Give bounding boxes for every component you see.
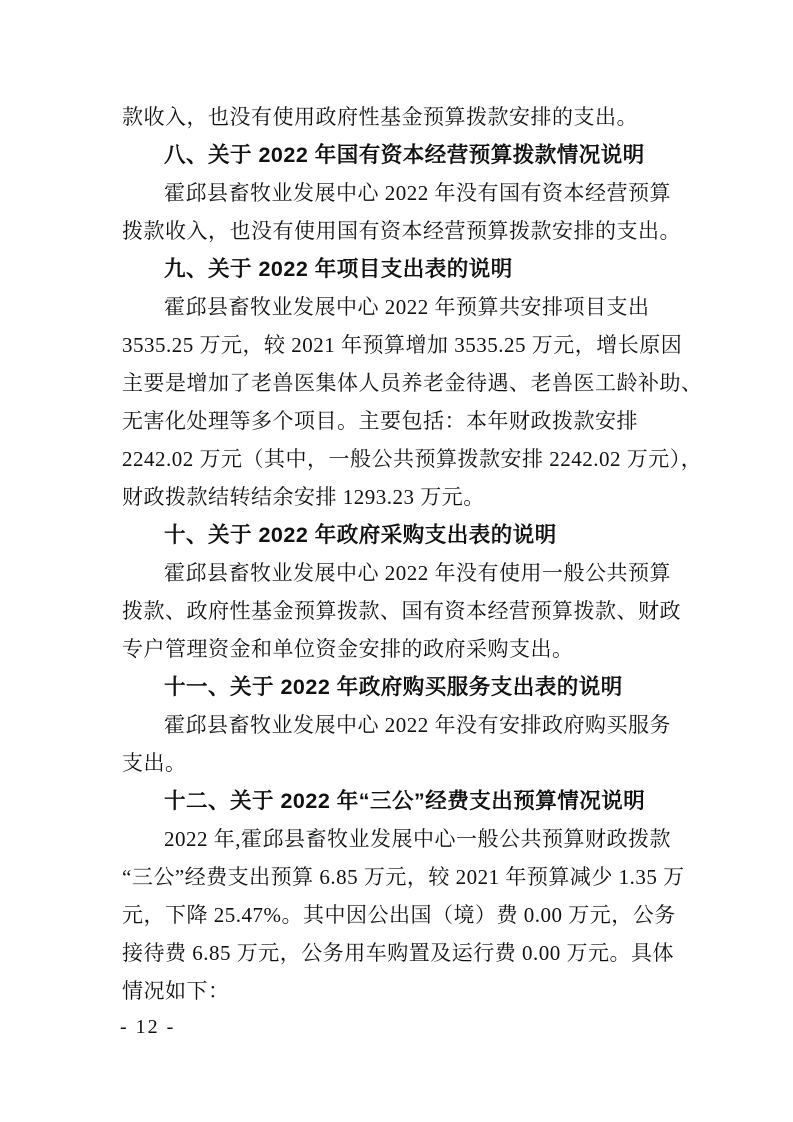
- text-line: 无害化处理等多个项目。主要包括：本年财政拨款安排: [122, 409, 638, 433]
- text-line: “三公”经费支出预算 6.85 万元，较 2021 年预算减少 1.35 万: [122, 865, 685, 889]
- section-heading: [122, 782, 694, 820]
- body-paragraph: [122, 706, 694, 782]
- heading-line: 九、关于 2022 年项目支出表的说明: [164, 257, 513, 281]
- text-line: 款收入，也没有使用政府性基金预算拨款安排的支出。: [122, 105, 638, 129]
- section-heading: [122, 516, 694, 554]
- heading-line: 十二、关于 2022 年“三公”经费支出预算情况说明: [164, 789, 646, 813]
- body-paragraph: [122, 820, 694, 1010]
- body-paragraph: [122, 98, 694, 136]
- document-text-block: [122, 98, 703, 1010]
- text-line: 2242.02 万元（其中，一般公共预算拨款安排 2242.02 万元），: [122, 447, 703, 471]
- body-paragraph: [122, 174, 694, 250]
- text-line: 霍邱县畜牧业发展中心 2022 年没有使用一般公共预算: [164, 561, 671, 585]
- body-paragraph: [122, 288, 703, 516]
- text-line: 霍邱县畜牧业发展中心 2022 年预算共安排项目支出: [164, 295, 650, 319]
- text-line: 财政拨款结转结余安排 1293.23 万元。: [122, 485, 485, 509]
- text-line: 接待费 6.85 万元，公务用车购置及运行费 0.00 万元。具体: [122, 941, 674, 965]
- page-number: - 12 -: [120, 1016, 176, 1038]
- heading-line: 十一、关于 2022 年政府购买服务支出表的说明: [164, 675, 623, 699]
- section-heading: [122, 250, 694, 288]
- text-line: 主要是增加了老兽医集体人员养老金待遇、老兽医工龄补助、: [122, 371, 703, 395]
- text-line: 元，下降 25.47%。其中因公出国（境）费 0.00 万元，公务: [122, 903, 676, 927]
- text-line: 专户管理资金和单位资金安排的政府采购支出。: [122, 637, 574, 661]
- section-heading: [122, 136, 694, 174]
- section-heading: [122, 668, 694, 706]
- heading-line: 八、关于 2022 年国有资本经营预算拨款情况说明: [164, 143, 645, 167]
- heading-line: 十、关于 2022 年政府采购支出表的说明: [164, 523, 557, 547]
- text-line: 拨款、政府性基金预算拨款、国有资本经营预算拨款、财政: [122, 599, 681, 623]
- text-line: 霍邱县畜牧业发展中心 2022 年没有国有资本经营预算: [164, 181, 671, 205]
- text-line: 霍邱县畜牧业发展中心 2022 年没有安排政府购买服务: [164, 713, 671, 737]
- text-line: 2022 年,霍邱县畜牧业发展中心一般公共预算财政拨款: [164, 827, 671, 851]
- text-line: 拨款收入，也没有使用国有资本经营预算拨款安排的支出。: [122, 219, 681, 243]
- text-line: 情况如下：: [122, 979, 230, 1003]
- text-line: 3535.25 万元，较 2021 年预算增加 3535.25 万元，增长原因: [122, 333, 683, 357]
- text-line: 支出。: [122, 751, 187, 775]
- body-paragraph: [122, 554, 694, 668]
